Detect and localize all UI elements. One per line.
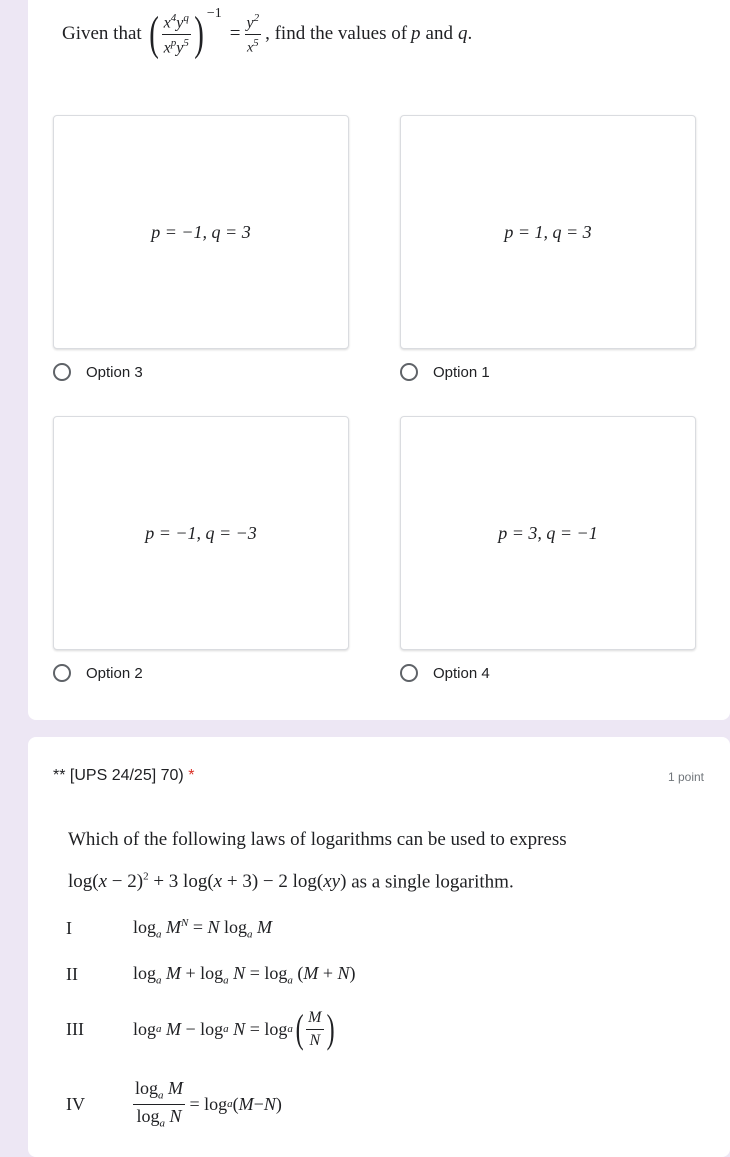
question-text-line1: Which of the following laws of logarithms can be used to express: [68, 829, 567, 850]
radio-option-3[interactable]: [53, 363, 71, 381]
law-1-formula: $\log_a M^N = N$ $\log_a M$: [133, 917, 273, 941]
option-4-answer: p = 3, q = −1: [498, 522, 598, 543]
log-expression: $\log(x - 2)^2 + 3$ log(x + 3) − 2 log(xy): [68, 871, 347, 893]
option-2-answer: p = −1, q = −3: [145, 522, 257, 543]
option-3[interactable]: [53, 363, 143, 381]
radio-option-1[interactable]: [400, 363, 418, 381]
option-2-label: Option 2: [86, 664, 143, 682]
law-numeral: III: [66, 1018, 84, 1039]
option-4-label: Option 4: [433, 664, 490, 682]
question-card-1: [28, 0, 730, 720]
question-text-suffix: as a single logarithm.: [351, 871, 514, 893]
var-p: p: [411, 23, 421, 44]
option-2-image[interactable]: [53, 416, 349, 650]
law-numeral: I: [66, 918, 72, 939]
period: .: [467, 23, 473, 44]
law-2-formula: $\log_a M + \log_a N = \log_a (M + N)$: [133, 963, 356, 987]
question-text-line2: [68, 871, 514, 893]
radio-option-2[interactable]: [53, 664, 71, 682]
option-1-image[interactable]: [400, 115, 696, 349]
option-1-answer: p = 1, q = 3: [504, 221, 592, 242]
question-title: [53, 767, 194, 785]
var-q: q: [457, 23, 468, 44]
points-label: 1 point: [667, 770, 704, 784]
radio-option-4[interactable]: [400, 664, 418, 682]
option-4[interactable]: [400, 664, 490, 682]
prompt-suffix: , find the values of: [265, 23, 408, 44]
question-card-2: [28, 737, 730, 1157]
question-prompt: [62, 6, 473, 60]
option-2[interactable]: [53, 664, 143, 682]
option-1[interactable]: [400, 363, 490, 381]
law-numeral: IV: [66, 1093, 85, 1114]
required-asterisk: *: [188, 767, 195, 784]
law-numeral: II: [66, 964, 78, 985]
and-text: and: [425, 23, 453, 44]
law-1: [66, 917, 272, 941]
prompt-prefix: Given that: [62, 23, 142, 44]
law-3-formula: log a M − log a N = log a ( $\frac{M}{N}$ ): [133, 1006, 335, 1052]
equation: ( $\frac{x^4y^q}{x^py^5}$ ) −1 = $\frac{y^2}{x^5}$: [148, 6, 260, 60]
law-3: [66, 1006, 337, 1052]
law-4: [66, 1079, 282, 1129]
option-3-answer: p = −1, q = 3: [151, 221, 251, 242]
option-3-image[interactable]: [53, 115, 349, 349]
option-1-label: Option 1: [433, 363, 490, 381]
question-title-text: ** [UPS 24/25] 70): [53, 767, 184, 784]
law-4-formula: $\frac{\log_a M}{\log_a N}$ = log a ( M − N ): [135, 1078, 282, 1130]
option-4-image[interactable]: [400, 416, 696, 650]
law-2: [66, 963, 356, 987]
option-3-label: Option 3: [86, 363, 143, 381]
